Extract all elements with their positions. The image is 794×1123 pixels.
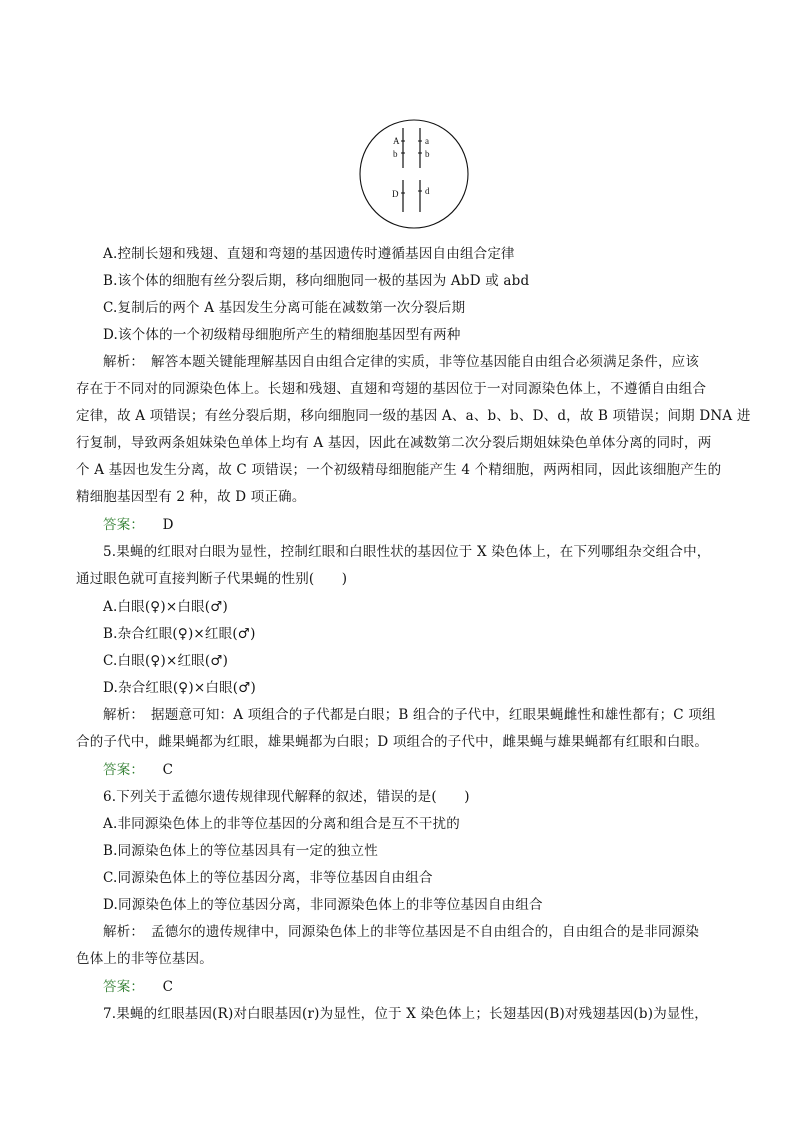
answer-value: C bbox=[162, 979, 174, 995]
q4-analysis-line: 解析： 解答本题关键能理解基因自由组合定律的实质，非等位基因能自由组合必须满足条件，应该 bbox=[103, 354, 700, 370]
q5-option-d: D.杂合红眼(♀)×白眼(♂) bbox=[103, 680, 256, 696]
q6-option-b: B.同源染色体上的等位基因具有一定的独立性 bbox=[103, 843, 378, 859]
q5-option-c: C.白眼(♀)×红眼(♂) bbox=[103, 653, 229, 669]
q4-analysis-line: 存在于不同对的同源染色体上。长翅和残翅、直翅和弯翅的基因位于一对同源染色体上，不遵循自由组合 bbox=[76, 381, 707, 397]
q4-analysis-line: 个 A 基因也发生分离，故 C 项错误；一个初级精母细胞能产生 4 个精细胞，两两相同，因此该细胞产生的 bbox=[76, 462, 722, 478]
q4-option-b: B.该个体的细胞有丝分裂后期，移向细胞同一极的基因为 AbD 或 abd bbox=[103, 273, 530, 289]
gene-label-a: a bbox=[425, 136, 429, 146]
q5-option-b: B.杂合红眼(♀)×红眼(♂) bbox=[103, 626, 256, 642]
gene-label-d: d bbox=[425, 186, 430, 196]
answer-value: D bbox=[162, 517, 174, 533]
q5-stem-line: 通过眼色就可直接判断子代果蝇的性别( ) bbox=[76, 571, 348, 587]
q6-option-d: D.同源染色体上的等位基因分离，非同源染色体上的非等位基因自由组合 bbox=[103, 897, 543, 913]
answer-label: 答案： bbox=[103, 517, 145, 533]
q4-analysis-line: 行复制，导致两条姐妹染色单体上均有 A 基因，因此在减数第二次分裂后期姐妹染色单体分离的同时，两 bbox=[76, 435, 712, 451]
gene-label-b-right: b bbox=[425, 149, 430, 159]
q5-answer bbox=[103, 761, 723, 779]
q5-stem-line: 5.果蝇的红眼对白眼为显性，控制红眼和白眼性状的基因位于 X 染色体上，在下列哪组杂交组合中， bbox=[103, 544, 711, 560]
q5-analysis-line: 解析： 据题意可知：A 项组合的子代都是白眼；B 组合的子代中，红眼果蝇雌性和雄性都有；C 项组 bbox=[103, 707, 716, 723]
q5-analysis-line: 合的子代中，雌果蝇都为红眼，雄果蝇都为白眼；D 项组合的子代中，雌果蝇与雄果蝇都有红眼和白眼。 bbox=[76, 734, 709, 750]
q4-analysis-line: 定律，故 A 项错误；有丝分裂后期，移向细胞同一级的基因 A、a、b、b、D、d，故 B 项错误；间期 DNA 进 bbox=[76, 408, 751, 424]
q6-option-a: A.非同源染色体上的非等位基因的分离和组合是互不干扰的 bbox=[103, 816, 460, 832]
cell-outline bbox=[360, 120, 468, 228]
q6-analysis-line: 解析： 孟德尔的遗传规律中，同源染色体上的非等位基因是不自由组合的，自由组合的是非同源染 bbox=[103, 924, 700, 940]
gene-label-b-left: b bbox=[393, 149, 398, 159]
q5-option-a: A.白眼(♀)×白眼(♂) bbox=[103, 599, 228, 615]
answer-value: C bbox=[162, 762, 174, 778]
q4-option-a: A.控制长翅和残翅、直翅和弯翅的基因遗传时遵循基因自由组合定律 bbox=[103, 246, 515, 262]
q6-analysis-line: 色体上的非等位基因。 bbox=[76, 951, 213, 967]
q4-answer bbox=[103, 516, 723, 534]
q4-option-d: D.该个体的一个初级精母细胞所产生的精细胞基因型有两种 bbox=[103, 327, 461, 343]
answer-label: 答案： bbox=[103, 979, 145, 995]
q7-stem-line: 7.果蝇的红眼基因(R)对白眼基因(r)为显性，位于 X 染色体上；长翅基因(B)对残翅基因(b)为显性， bbox=[103, 1006, 708, 1022]
answer-label: 答案： bbox=[103, 762, 145, 778]
q4-analysis-line: 精细胞基因型有 2 种，故 D 项正确。 bbox=[76, 489, 306, 505]
q6-answer bbox=[103, 978, 723, 996]
q4-option-c: C.复制后的两个 A 基因发生分离可能在减数第一次分裂后期 bbox=[103, 300, 466, 316]
gene-label-D: D bbox=[392, 189, 399, 199]
cell-chromosome-diagram bbox=[356, 118, 472, 230]
q6-option-c: C.同源染色体上的等位基因分离，非等位基因自由组合 bbox=[103, 870, 433, 886]
q6-stem-line: 6.下列关于孟德尔遗传规律现代解释的叙述，错误的是( ) bbox=[103, 789, 470, 805]
gene-label-A: A bbox=[393, 136, 400, 146]
